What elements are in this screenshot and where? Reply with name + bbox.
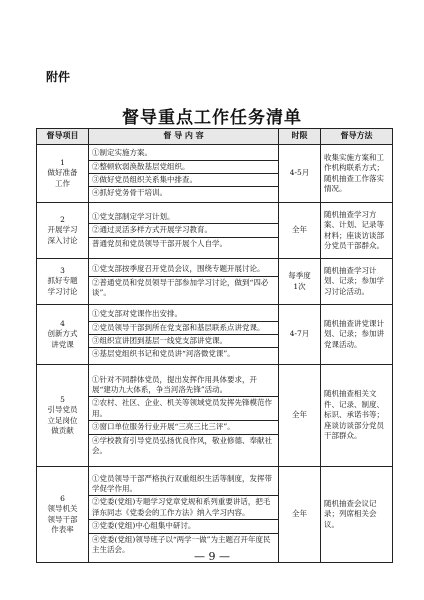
content-line: ④学校教育引导党员弘扬优良作风，敬业修德、奉献社会。 — [92, 435, 272, 456]
content-line: ②通过灵活多样方式开展学习教育。 — [89, 224, 278, 237]
row-content — [89, 365, 279, 467]
header-period: 时限 — [279, 129, 321, 145]
table-row — [37, 259, 393, 305]
page-title: 督导重点工作任务清单 — [122, 108, 302, 128]
row-method: 收集实施方案和工作机构联系方式；随机抽查工作落实情况。 — [321, 145, 393, 203]
content-line: ③窗口单位服务行业开展“三亮三比三评”。 — [89, 421, 278, 434]
row-item: 6 领导机关 领导干部 作表率 — [37, 467, 89, 563]
row-item: 4 创新方式 讲党课 — [37, 305, 89, 365]
row-item: 5 引导党员 立足岗位 做贡献 — [37, 365, 89, 467]
content-line: ①针对不同群体党员，提出发挥作用具体要求，开展“建功九大体系，争当河洛先锋”活动。 — [89, 374, 278, 398]
row-method: 随机抽查讲党课计划、记录；参加讲党课活动。 — [321, 305, 393, 365]
table-row — [37, 365, 393, 467]
page-number: — 9 — — [194, 550, 230, 563]
row-content — [89, 145, 279, 203]
content-line: ④党委(党组)领导班子以“两学一做”为主题召开年度民主生活会。 — [92, 534, 271, 555]
content-line: ②党员领导干部到所在党支部和基层联系点讲党课。 — [89, 322, 278, 335]
table-header-row — [37, 129, 393, 145]
content-line: 普通党员和党员领导干部开展个人自学。 — [92, 238, 227, 248]
row-item: 2 开展学习 深入讨论 — [37, 203, 89, 259]
row-content — [89, 467, 279, 563]
content-line: ①党员领导干部严格执行双重组织生活等制度，发挥带学促学作用。 — [89, 473, 278, 497]
row-period: 全年 — [279, 467, 321, 563]
content-line: ①党支部按季度召开党员会议，围绕专题开展讨论。 — [89, 263, 278, 276]
row-period: 每季度 1次 — [279, 259, 321, 305]
content-line: ④抓好党务骨干培训。 — [92, 188, 167, 198]
row-item: 1 做好准备 工作 — [37, 145, 89, 203]
row-period: 4-7月 — [279, 305, 321, 365]
row-method: 随机抽查学习计划、记录；参加学习讨论活动。 — [321, 259, 393, 305]
table-row — [37, 145, 393, 203]
content-line: ①党支部制定学习计划。 — [89, 211, 278, 224]
row-method: 随机抽查会议记录；列席相关会议。 — [321, 467, 393, 563]
row-method: 随机抽查相关文件、记录、制度、标识、承诺书等；座谈访谈部分党员干部群众。 — [321, 365, 393, 467]
row-content — [89, 203, 279, 259]
header-item: 督导项目 — [37, 129, 89, 145]
task-table — [36, 128, 393, 563]
row-content — [89, 259, 279, 305]
row-item: 3 抓好专题 学习讨论 — [37, 259, 89, 305]
row-period: 全年 — [279, 203, 321, 259]
content-line: ③做好党员组织关系集中排查。 — [89, 174, 278, 187]
table-row — [37, 467, 393, 563]
table-row — [37, 305, 393, 365]
header-method: 督导方法 — [321, 129, 393, 145]
content-line: ①制定实施方案。 — [89, 147, 278, 160]
row-period: 4-5月 — [279, 145, 321, 203]
content-line: ④基层党组织书记和党员讲“河洛微党课”。 — [92, 349, 235, 359]
attachment-label: 附件 — [46, 70, 71, 84]
content-line: ③组织宣讲团到基层一线党支部讲党课。 — [89, 335, 278, 348]
content-line: ②党委(党组)专题学习党章党规和系列重要讲话，把毛泽东同志《党委会的工作方法》纳入学习内容。 — [89, 496, 278, 520]
table-row — [37, 203, 393, 259]
content-line: ②整顿软弱涣散基层党组织。 — [89, 161, 278, 174]
row-content — [89, 305, 279, 365]
table-body — [37, 145, 393, 563]
row-period: 全年 — [279, 365, 321, 467]
header-content: 督 导 内 容 — [89, 129, 279, 145]
content-line: ②普通党员和党员领导干部参加学习讨论，做到“四必谈”。 — [92, 277, 269, 298]
content-line: ②农村、社区、企业、机关等领域党员发挥先锋模范作用。 — [89, 397, 278, 421]
content-line: ③党委(党组)中心组集中研讨。 — [89, 520, 278, 533]
row-method: 随机抽查学习方案、计划、记录等材料；座谈访谈部分党员干部群众。 — [321, 203, 393, 259]
content-line: ①党支部对党课作出安排。 — [89, 308, 278, 321]
